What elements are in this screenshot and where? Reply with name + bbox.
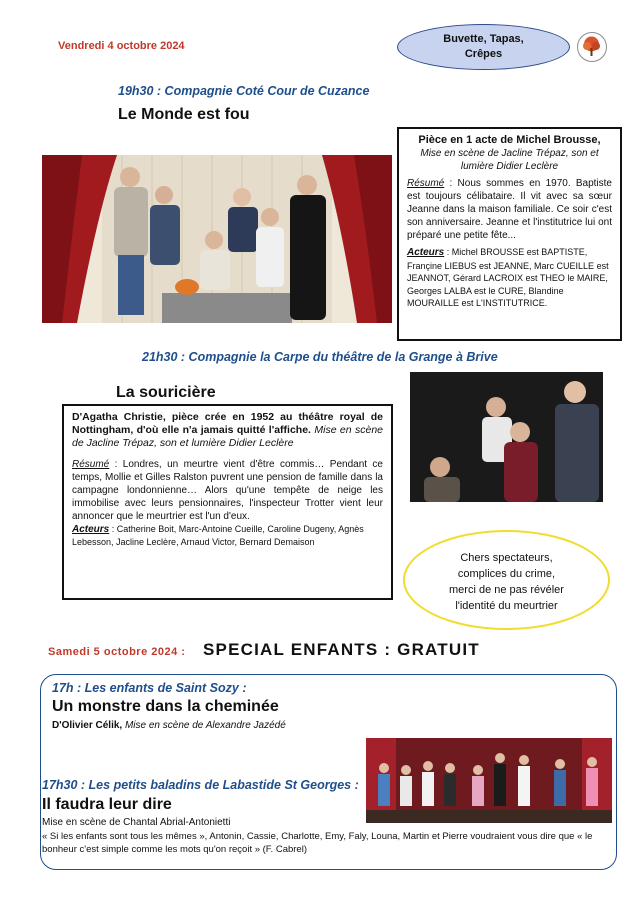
show1-acteurs: : Michel BROUSSE est BAPTISTE, Françine LIEBUS est JEANNE, Marc CUEILLE est JEANNOT, Gérard LACROIX est THEO le MAIRE, Georges LALBA est le CURE, Blandine MOURAILLE est L'INSTITUTRICE. — [407, 247, 609, 308]
notice-line4: l'identité du meurtrier — [455, 600, 558, 612]
tree-logo-icon — [577, 32, 607, 62]
show2-head: D'Agatha Christie, pièce crée en 1952 au théâtre royal de Nottingham, d'où elle n'a jamais quitté l'affiche. — [72, 411, 383, 436]
show2-info-box — [62, 404, 393, 600]
show1-resume-label: Résumé — [407, 178, 445, 189]
show2-time-company: 21h30 : Compagnie la Carpe du théâtre de la Grange à Brive — [142, 350, 498, 364]
show2-photo — [410, 372, 603, 502]
show2-mise: Mise en scène de Jacline Trépaz, son et lumière Didier Leclère — [72, 424, 383, 449]
buvette-line2: Crêpes — [464, 48, 503, 60]
show2-acteurs-label: Acteurs — [72, 524, 110, 535]
kids-show1-credit — [52, 720, 286, 731]
kids-show1-mise: Mise en scène de Alexandre Jazédé — [122, 720, 286, 731]
show1-title: Le Monde est fou — [118, 106, 250, 123]
show1-head: Pièce en 1 acte de Michel Brousse, — [418, 134, 601, 146]
saturday-date: Samedi 5 octobre 2024 : — [48, 646, 186, 658]
kids-show1-author: D'Olivier Célik, — [52, 720, 123, 731]
kids-show2-time-company: 17h30 : Les petits baladins de Labastide St Georges : — [42, 778, 359, 792]
notice-line1: Chers spectateurs, — [460, 552, 553, 564]
show1-time-company: 19h30 : Compagnie Coté Cour de Cuzance — [118, 84, 370, 98]
kids-show1-title: Un monstre dans la cheminée — [52, 698, 279, 715]
show1-acteurs-label: Acteurs — [407, 247, 445, 258]
notice-line2: complices du crime, — [457, 568, 556, 580]
show1-photo — [42, 155, 392, 323]
notice-line3: merci de ne pas révéler — [449, 584, 564, 596]
show1-mise: Mise en scène de Jacline Trépaz, son et lumière Didier Leclère — [420, 148, 599, 172]
friday-date: Vendredi 4 octobre 2024 — [58, 40, 185, 52]
special-enfants-banner: SPECIAL ENFANTS : GRATUIT — [203, 640, 480, 659]
kids-show1-time-company: 17h : Les enfants de Saint Sozy : — [52, 681, 247, 695]
kids-show2-photo — [366, 738, 612, 823]
show2-title: La souricière — [116, 384, 216, 401]
show2-resume: : Londres, un meurtre vient d'être commis… Pendant ce temps, Mollie et Gilles Ralston puvrent une pension de famille dans la campagne londonnienne… Alors qu'une tempête de neige les immobilise avec leurs pensionnaires, l'inspecteur Trotter vient leur annoncer que le meurtrier est l'un d'eux. — [72, 459, 383, 522]
kids-show2-title: Il faudra leur dire — [42, 796, 172, 813]
kids-show2-mise: Mise en scène de Chantal Abrial-Antonietti — [42, 817, 231, 828]
show2-acteurs: : Catherine Boit, Marc-Antoine Cueille, Caroline Dugeny, Agnès Lebesson, Jacline Leclère, Arnaud Victor, Bernard Demaison — [72, 524, 364, 547]
show1-info-box — [397, 127, 622, 341]
buvette-ellipse — [397, 24, 570, 70]
buvette-line1: Buvette, Tapas, — [443, 33, 524, 45]
show1-resume: : Nous sommes en 1970. Baptiste est toujours célibataire. Il vit avec sa sœur Jeanne dans la maison familiale. Ce soir c'est son anniversaire. Jeanne et l'institutrice lui ont préparé une petite fête... — [407, 178, 612, 241]
show2-resume-label: Résumé — [72, 459, 110, 470]
kids-show2-quote: « Si les enfants sont tous les mêmes », Antonin, Cassie, Charlotte, Emy, Faly, Louna, Martin et Pierre voudraient vous dire que « le bonheur c'est simple comme les mots qu'on reçoit » (F. Cabrel) — [42, 831, 593, 855]
spectators-notice-ellipse — [403, 530, 610, 630]
